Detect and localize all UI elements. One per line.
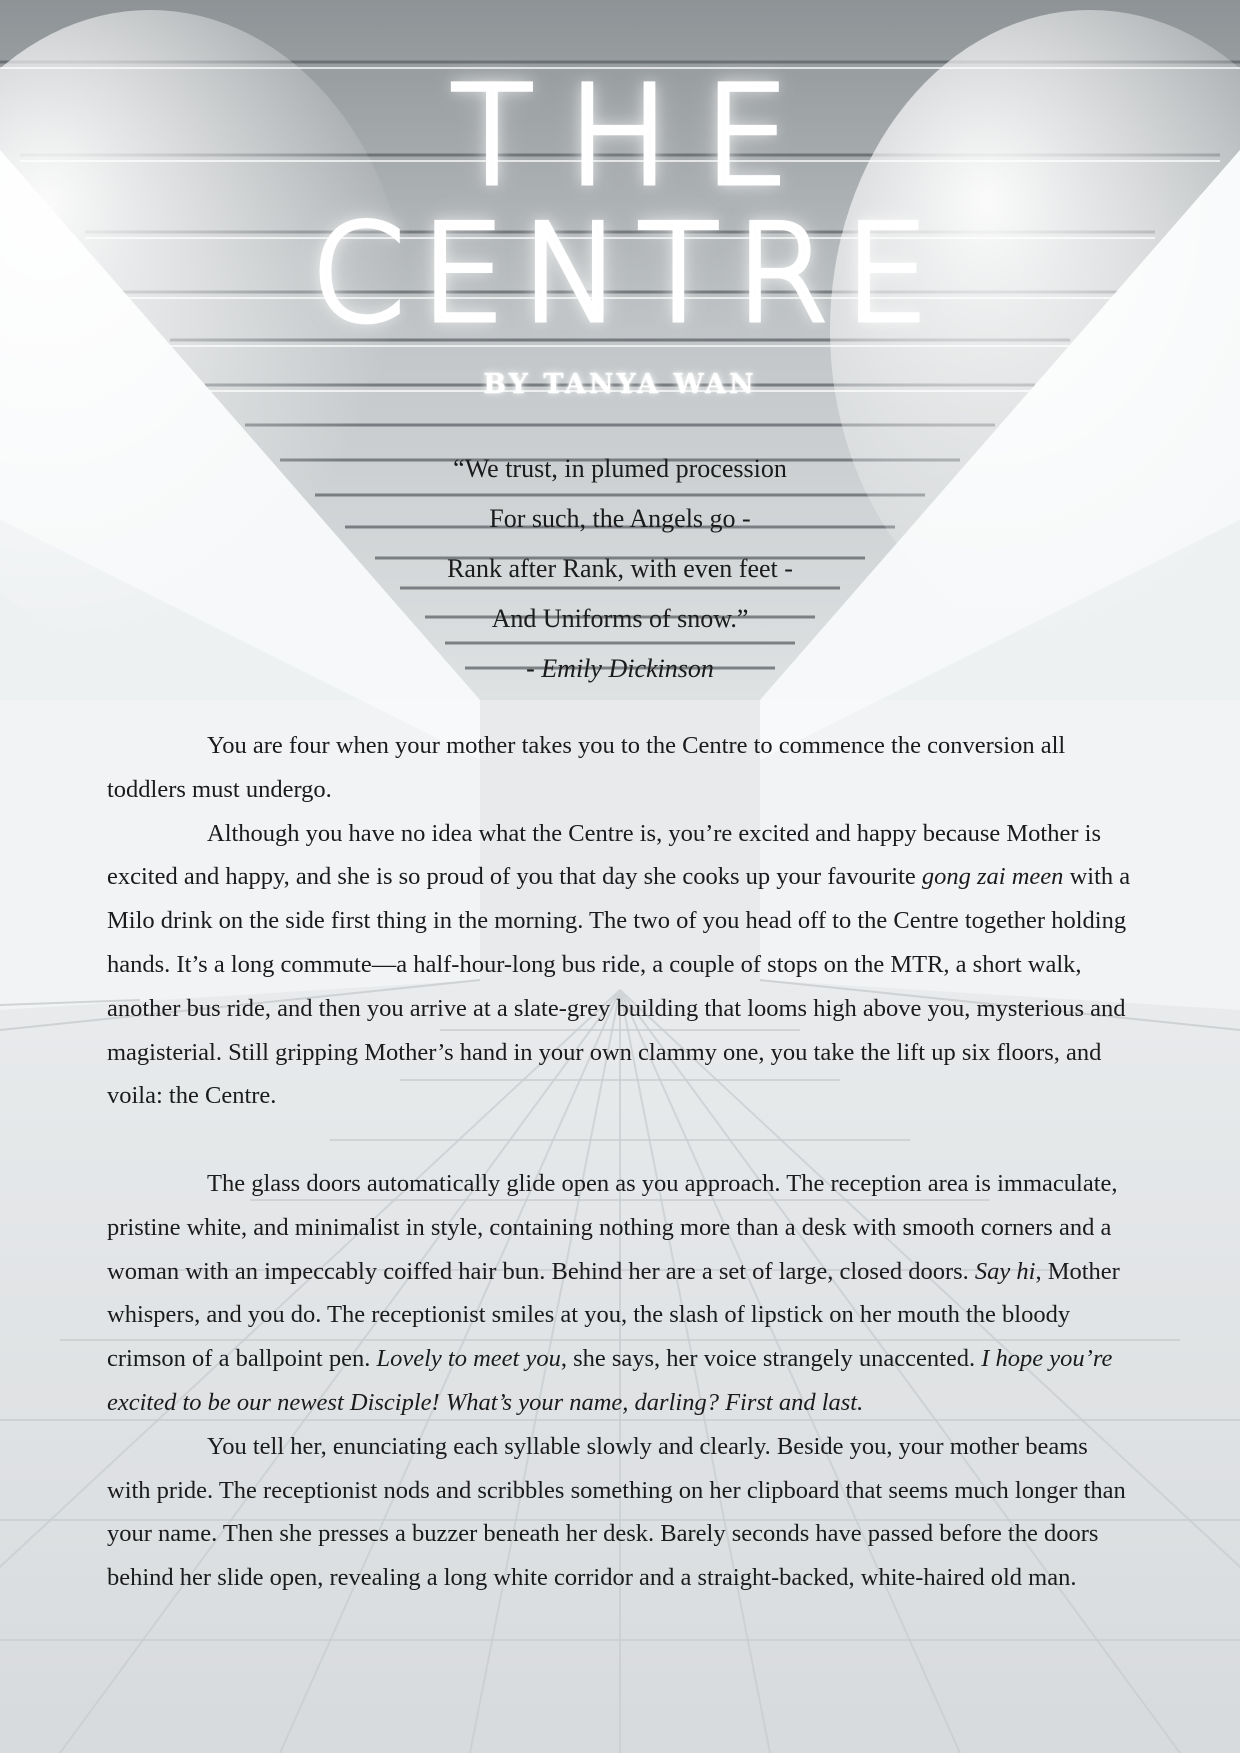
title-line-the: THE [450,58,824,216]
paragraph-4: You tell her, enunciating each syllable slowly and clearly. Beside you, your mother beams with pride. The receptionist nods and scribbles something on her clipboard that seems much longer than your name. Then she presses a buzzer beneath her desk. Barely seconds have passed before the doors behind her slide open, revealing a long white corridor and a straight-backed, white-haired old man. [107,1432,1126,1592]
epigraph [0,444,1240,694]
title-block [0,0,1240,420]
paragraph-3-italic-1: Say hi [974,1257,1036,1285]
attribution-prefix: - [526,654,542,683]
paragraph-2-italic: gong zai meen [921,863,1064,891]
paragraph-2 [107,812,1135,1119]
paragraph-2-text-b: with a Milo drink on the side first thing in the morning. The two of you head off to the Centre together holding hands. It’s a long commute—a half-hour-long bus ride, a couple of stops on the MTR, a short walk, another bus ride, and then you arrive at a slate-grey building that looms high above you, mysterious and magisterial. Still gripping Mother’s hand in your own clammy one, you take the lift up six floors, and voila: the Centre. [107,863,1131,1110]
paragraph-3-text-b: , Mother whispers, and you do. The receptionist smiles at you, the slash of lipstick on her mouth the bloody crimson of a ballpoint pen. [107,1257,1120,1373]
epigraph-line: “We trust, in plumed procession [453,454,787,483]
paragraph-3-text-c: , she says, her voice strangely unaccented. [560,1345,982,1373]
paragraph-2-text-a: Although you have no idea what the Centre is, you’re excited and happy because Mother is excited and happy, and she is so proud of you that day she cooks up your favourite [107,819,1101,891]
paragraph-3 [107,1162,1135,1425]
title-line-centre: CENTRE [310,196,946,352]
epigraph-attribution [0,644,1240,694]
paragraph-3-italic-3: I hope you’re excited to be our newest Disciple! What’s your name, darling? First and last. [107,1345,1113,1416]
story-body [107,724,1135,1600]
attribution-name: Emily Dickinson [541,654,714,683]
epigraph-line: For such, the Angels go - [489,504,751,533]
epigraph-line: And Uniforms of snow.” [491,604,749,633]
paragraph-3-italic-2: Lovely to meet you [376,1345,561,1373]
paragraph-1: You are four when your mother takes you to the Centre to commence the conversion all toddlers must undergo. [107,732,1066,803]
author-byline: BY TANYA WAN [483,369,757,400]
section-gap [107,1118,1135,1162]
epigraph-line: Rank after Rank, with even feet - [447,554,793,583]
paragraph-3-text-a: The glass doors automatically glide open as you approach. The reception area is immaculate, pristine white, and minimalist in style, containing nothing more than a desk with smooth corners and a woman with an impeccably coiffed hair bun. Behind her are a set of large, closed doors. [107,1169,1118,1285]
